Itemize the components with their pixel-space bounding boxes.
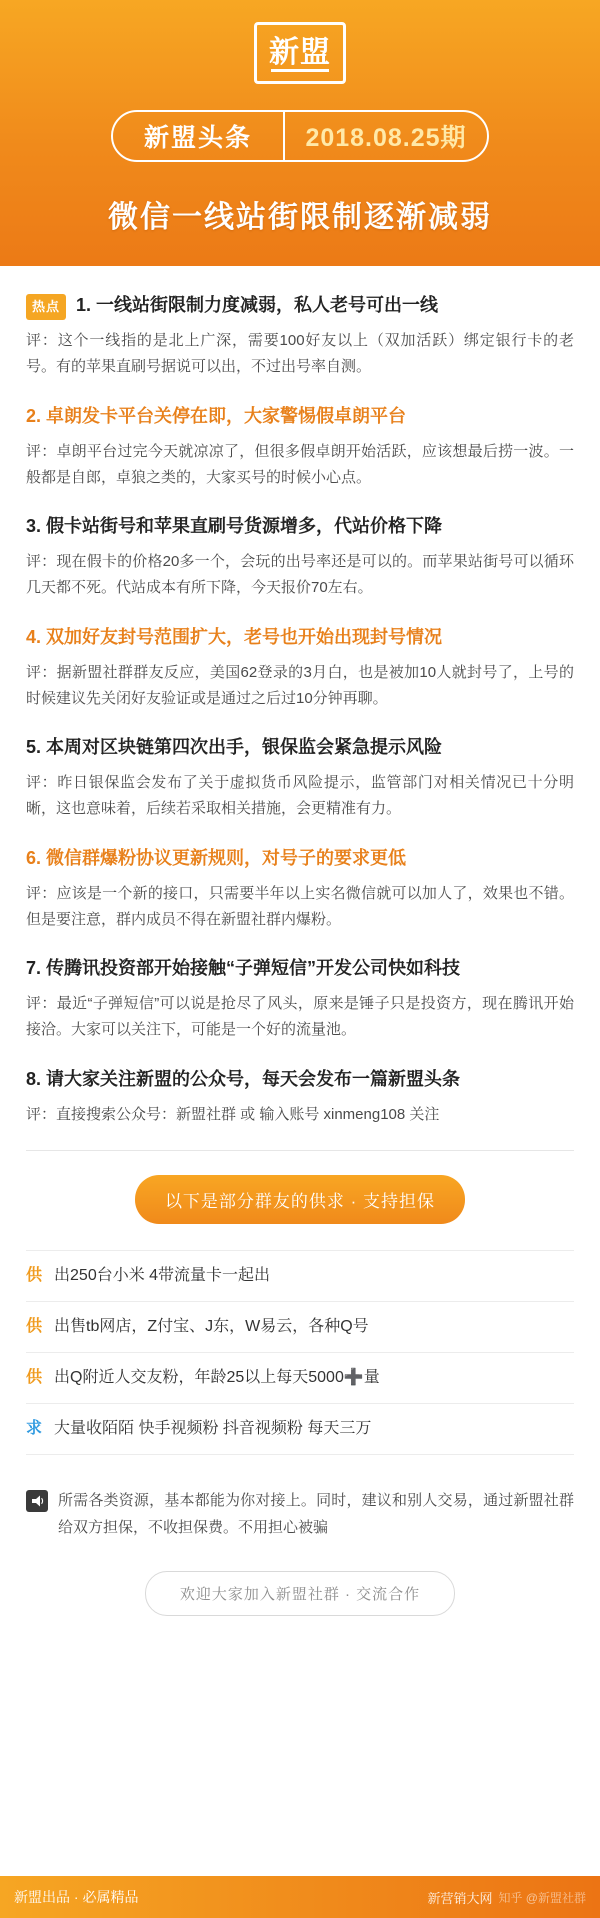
supply-demand-text: 出售tb网店，Z付宝、J东，W易云，各种Q号	[54, 1317, 369, 1335]
header-banner	[0, 0, 600, 266]
hot-tag: 热点	[26, 294, 66, 320]
supply-tag: 供	[26, 1368, 43, 1386]
supply-demand-text: 大量收陌陌 快手视频粉 抖音视频粉 每天三万	[54, 1419, 372, 1437]
news-item	[26, 292, 574, 381]
news-item-comment: 评：最近“子弹短信”可以说是抢尽了风头，原来是锤子只是投资方，现在腾讯开始接洽。大家可以关注下，可能是一个好的流量池。	[26, 995, 574, 1039]
issue-badge	[111, 110, 489, 162]
news-list	[26, 292, 574, 1128]
news-item-comment: 评：卓朗平台过完今天就凉凉了，但很多假卓朗开始活跃，应该想最后捞一波。一般都是自郎，卓狼之类的，大家买号的时候小心点。	[26, 442, 574, 486]
news-item-title	[26, 403, 574, 430]
news-item-comment: 评：昨日银保监会发布了关于虚拟货币风险提示，监管部门对相关情况已十分明晰，这也意味着，后续若采取相关措施，会更精准有力。	[26, 774, 574, 818]
supply-demand-row	[26, 1302, 574, 1353]
news-item	[26, 734, 574, 823]
news-item-title-text: 5. 本周对区块链第四次出手，银保监会紧急提示风险	[26, 737, 443, 757]
logo	[254, 22, 346, 84]
news-item	[26, 513, 574, 602]
news-item-title	[26, 513, 574, 540]
demand-tag: 求	[26, 1419, 43, 1437]
cta-section	[26, 1175, 574, 1224]
footer-left-text: 新盟出品 · 必属精品	[14, 1889, 139, 1905]
supply-demand-row	[26, 1404, 574, 1455]
news-item-comment: 评：直接搜索公众号：新盟社群 或 输入账号 xinmeng108 关注	[26, 1105, 440, 1123]
news-item	[26, 955, 574, 1044]
supply-demand-text: 出250台小米 4带流量卡一起出	[54, 1266, 271, 1284]
news-item-title	[26, 292, 574, 319]
news-item-title-text: 2. 卓朗发卡平台关停在即，大家警惕假卓朗平台	[26, 405, 407, 426]
news-item	[26, 1066, 574, 1128]
news-item-title	[26, 845, 574, 872]
join-group-button[interactable]: 欢迎大家加入新盟社群 · 交流合作	[145, 1571, 455, 1616]
news-item	[26, 624, 574, 713]
watermark-text: 知乎 @新盟社群	[498, 1890, 586, 1905]
news-item	[26, 845, 574, 934]
news-item-title-text: 1. 一线站街限制力度减弱，私人老号可出一线	[76, 295, 439, 315]
news-item-title-text: 4. 双加好友封号范围扩大，老号也开始出现封号情况	[26, 626, 443, 647]
note-text: 所需各类资源，基本都能为你对接上。同时，建议和别人交易，通过新盟社群给双方担保，不收担保费。不用担心被骗	[58, 1491, 574, 1536]
news-item-comment: 评：现在假卡的价格20多一个，会玩的出号率还是可以的。而苹果站街号可以循环几天都不死。代站成本有所下降，今天报价70左右。	[26, 553, 574, 597]
note-block	[26, 1473, 574, 1541]
news-item-comment: 评：这个一线指的是北上广深，需要100好友以上（双加活跃）绑定银行卡的老号。有的苹果直刷号据说可以出，不过出号率自测。	[26, 332, 574, 376]
footer-bar	[0, 1876, 600, 1918]
news-item-title	[26, 955, 574, 982]
supply-tag: 供	[26, 1266, 43, 1284]
content-body	[0, 266, 600, 1616]
news-item-title	[26, 734, 574, 761]
news-item-title-text: 6. 微信群爆粉协议更新规则，对号子的要求更低	[26, 847, 407, 868]
news-item-comment: 评：据新盟社群群友反应，美国62登录的3月白，也是被加10人就封号了，上号的时候建议先关闭好友验证或是通过之后过10分钟再聊。	[26, 663, 574, 707]
badge-date: 2018.08.25期	[305, 124, 467, 152]
news-item-title	[26, 1066, 574, 1093]
supply-demand-list	[26, 1250, 574, 1455]
supply-tag: 供	[26, 1317, 43, 1335]
news-item-title	[26, 624, 574, 651]
join-section	[26, 1571, 574, 1616]
news-item-title-text: 3. 假卡站街号和苹果直刷号货源增多，代站价格下降	[26, 516, 443, 536]
supply-demand-banner: 以下是部分群友的供求 · 支持担保	[135, 1175, 465, 1224]
supply-demand-text: 出Q附近人交友粉，年龄25以上每天5000➕量	[54, 1368, 380, 1386]
supply-demand-row	[26, 1250, 574, 1302]
page-title: 微信一线站街限制逐渐减弱	[108, 201, 492, 234]
news-item-title-text: 7. 传腾讯投资部开始接触“子弹短信”开发公司快如科技	[26, 958, 461, 978]
news-item	[26, 403, 574, 492]
news-item-title-text: 8. 请大家关注新盟的公众号，每天会发布一篇新盟头条	[26, 1068, 461, 1089]
speaker-icon	[26, 1490, 48, 1512]
logo-text: 新盟	[269, 36, 331, 69]
news-item-comment: 评：应该是一个新的接口，只需要半年以上实名微信就可以加人了，效果也不错。但是要注意，群内成员不得在新盟社群内爆粉。	[26, 884, 574, 928]
badge-title: 新盟头条	[143, 124, 252, 152]
footer-right	[427, 1888, 586, 1907]
footer-brand-text: 新营销大网	[427, 1890, 493, 1906]
supply-demand-row	[26, 1353, 574, 1404]
section-divider	[26, 1150, 574, 1151]
